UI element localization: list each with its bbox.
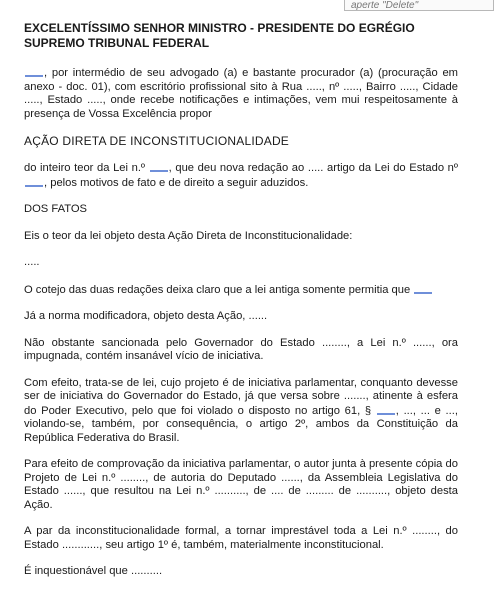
field-placeholder-state-law[interactable]	[25, 176, 43, 187]
paragraph-material-unconstitutionality: A par da inconstitucionalidade formal, a tornar imprestável toda a Lei n.º ........, do Estado ............, seu artigo 1º é, também, materialmente inconstitucional.	[24, 525, 458, 551]
petition-document	[24, 21, 458, 579]
paragraph-law-reference: do inteiro teor da Lei n.º , que deu nova redação ao ..... artigo da Lei do Estado nº , pelos motivos de fato e de direito a seguir aduzidos.	[24, 162, 458, 189]
paragraph-petitioner: , por intermédio de seu advogado (a) e bastante procurador (a) (procuração em anexo - doc. 01), com escritório profissional sito à Rua ....., nº ....., Bairro ....., Cidade ....., Estado ....., onde recebe notificações e intimações, vem mui respeitosamente à presença de Vossa Excelência propor	[24, 67, 458, 120]
section-heading-facts: DOS FATOS	[24, 203, 87, 215]
paragraph-evidence: Para efeito de comprovação da iniciativa parlamentar, o autor junta à presente cópia do Projeto de Lei n.º ........, de autoria do Deputado ......, da Assembleia Legislativa do Estado ......, que resultou na Lei n.º .........., de .... de ......... de .........., objeto desta Ação.	[24, 458, 458, 511]
field-placeholder-petitioner[interactable]	[25, 66, 43, 77]
action-title: AÇÃO DIRETA DE INCONSTITUCIONALIDADE	[24, 134, 290, 148]
field-placeholder-old-law[interactable]	[414, 283, 432, 294]
field-placeholder-law-number[interactable]	[150, 161, 168, 172]
delete-hint-box	[344, 0, 494, 11]
field-placeholder-paragraph[interactable]	[377, 404, 395, 415]
document-heading: EXCELENTÍSSIMO SENHOR MINISTRO - PRESIDENTE DO EGRÉGIO SUPREMO TRIBUNAL FEDERAL	[24, 21, 415, 50]
delete-hint-text: aperte "Delete"	[351, 0, 419, 11]
paragraph-unquestionable: É inquestionável que ..........	[24, 565, 163, 577]
paragraph-comparison: O cotejo das duas redações deixa claro que a lei antiga somente permitia que	[24, 283, 458, 298]
paragraph-sanction: Não obstante sancionada pelo Governador do Estado ........, a Lei n.º ......, ora impugnada, contém insanável vício de iniciativa.	[24, 336, 458, 362]
paragraph-ellipsis: .....	[24, 256, 40, 268]
paragraph-initiative: Com efeito, trata-se de lei, cujo projeto é de iniciativa parlamentar, conquanto devesse ser de iniciativa do Governador do Estado, já que versa sobre ......., atinente à esfera do Poder Executivo, pelo que foi violado o disposto no artigo 61, § , ..., ... e ..., violando-se, também, por consequência, o artigo 2º, ambos da Constituição da República Federativa do Brasil.	[24, 376, 458, 444]
paragraph-law-content: Eis o teor da lei objeto desta Ação Direta de Inconstitucionalidade:	[24, 229, 353, 242]
paragraph-new-norm: Já a norma modificadora, objeto desta Ação, ......	[24, 310, 268, 322]
